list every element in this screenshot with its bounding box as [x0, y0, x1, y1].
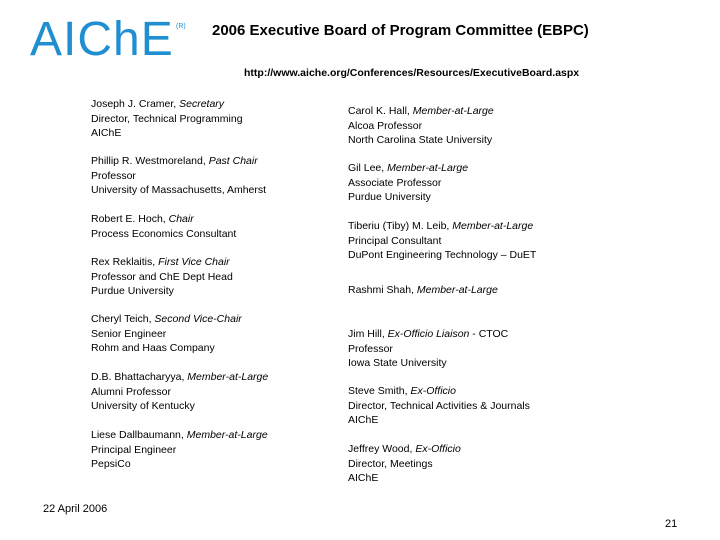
member-title: Professor	[348, 342, 393, 355]
member-name: Jeffrey Wood,	[348, 443, 416, 455]
member-name: Steve Smith,	[348, 385, 411, 397]
member-role: Secretary	[179, 98, 225, 110]
member-name-line	[348, 161, 468, 176]
member-name: Tiberiu (Tiby) M. Leib,	[348, 220, 453, 232]
member-role: Member-at-Large	[186, 429, 268, 441]
footer-date: 22 April 2006	[43, 503, 108, 515]
registered-mark: (R)	[176, 23, 186, 30]
member-role: Member-at-Large	[416, 284, 498, 296]
member-name-line	[91, 428, 268, 443]
member-entry	[91, 370, 268, 414]
member-affiliation: University of Kentucky	[91, 400, 195, 412]
member-entry	[348, 283, 498, 298]
member-affiliation: AIChE	[348, 414, 379, 426]
member-title: Process Economics Consultant	[91, 227, 237, 240]
member-name-line	[91, 370, 268, 385]
member-role: Member-at-Large	[452, 220, 534, 232]
member-affiliation: DuPont Engineering Technology – DuET	[348, 249, 537, 261]
member-affiliation: Purdue University	[348, 191, 431, 203]
reference-url: http://www.aiche.org/Conferences/Resources/ExecutiveBoard.aspx	[244, 67, 580, 79]
member-role: Second Vice-Chair	[154, 313, 242, 325]
member-role: Past Chair	[208, 155, 258, 167]
member-entry	[91, 97, 243, 141]
member-role: Ex-Officio	[415, 443, 461, 455]
logo-text: AIChE	[30, 13, 174, 66]
member-entry	[91, 312, 242, 356]
member-name-line	[348, 442, 461, 457]
page-number: 21	[665, 518, 678, 530]
member-affiliation: University of Massachusetts, Amherst	[91, 184, 267, 196]
member-name: Gil Lee,	[348, 162, 388, 174]
member-role: First Vice Chair	[158, 256, 230, 268]
member-role: Member-at-Large	[412, 105, 494, 117]
member-title: Director, Technical Activities & Journals	[348, 399, 530, 412]
member-entry	[348, 384, 530, 428]
member-entry	[348, 442, 461, 486]
member-name: Phillip R. Westmoreland,	[91, 155, 209, 167]
member-title: Alcoa Professor	[348, 119, 423, 132]
member-title: Principal Engineer	[91, 443, 177, 456]
member-entry	[348, 327, 508, 371]
member-name: Rashmi Shah,	[348, 284, 417, 296]
member-affiliation: Rohm and Haas Company	[91, 342, 215, 354]
member-affiliation: Iowa State University	[348, 357, 447, 369]
member-role: Ex-Officio Liaison	[387, 328, 470, 340]
member-name-line	[348, 104, 494, 119]
member-role: Member-at-Large	[187, 371, 269, 383]
member-name: Robert E. Hoch,	[91, 213, 169, 225]
member-title: Associate Professor	[348, 176, 442, 189]
page-title: 2006 Executive Board of Program Committee (EBPC)	[212, 22, 589, 39]
aiche-logo	[30, 13, 186, 66]
member-name: Cheryl Teich,	[91, 313, 155, 325]
member-name-line	[348, 283, 498, 298]
member-affiliation: AIChE	[348, 472, 379, 484]
member-name-line	[91, 312, 242, 327]
member-name: D.B. Bhattacharyya,	[91, 371, 188, 383]
member-entry	[91, 255, 233, 299]
member-role-suffix: - CTOC	[469, 328, 509, 340]
member-entry	[91, 212, 236, 241]
member-entry	[91, 428, 268, 472]
member-entry	[91, 154, 266, 198]
member-name: Joseph J. Cramer,	[91, 98, 180, 110]
member-name-line	[91, 97, 243, 112]
member-name: Liese Dallbaumann,	[91, 429, 187, 441]
member-role: Chair	[168, 213, 194, 225]
member-entry	[348, 104, 494, 148]
member-role: Ex-Officio	[410, 385, 456, 397]
member-name-line	[348, 219, 536, 234]
member-entry	[348, 161, 468, 205]
member-title: Professor	[91, 169, 136, 182]
member-affiliation: AIChE	[91, 127, 122, 139]
member-title: Senior Engineer	[91, 327, 167, 340]
member-name-line	[91, 212, 236, 227]
member-affiliation: Purdue University	[91, 285, 174, 297]
member-name-line	[91, 154, 266, 169]
member-name-line	[348, 327, 508, 342]
member-affiliation: North Carolina State University	[348, 134, 493, 146]
member-title: Alumni Professor	[91, 385, 171, 398]
member-affiliation: PepsiCo	[91, 458, 131, 470]
member-name-line	[348, 384, 530, 399]
member-name: Carol K. Hall,	[348, 105, 413, 117]
member-title: Director, Meetings	[348, 457, 433, 470]
member-name-line	[91, 255, 233, 270]
member-title: Professor and ChE Dept Head	[91, 270, 233, 283]
member-role: Member-at-Large	[387, 162, 469, 174]
member-name: Rex Reklaitis,	[91, 256, 159, 268]
member-name: Jim Hill,	[348, 328, 388, 340]
member-title: Director, Technical Programming	[91, 112, 243, 125]
member-title: Principal Consultant	[348, 234, 442, 247]
member-entry	[348, 219, 536, 263]
